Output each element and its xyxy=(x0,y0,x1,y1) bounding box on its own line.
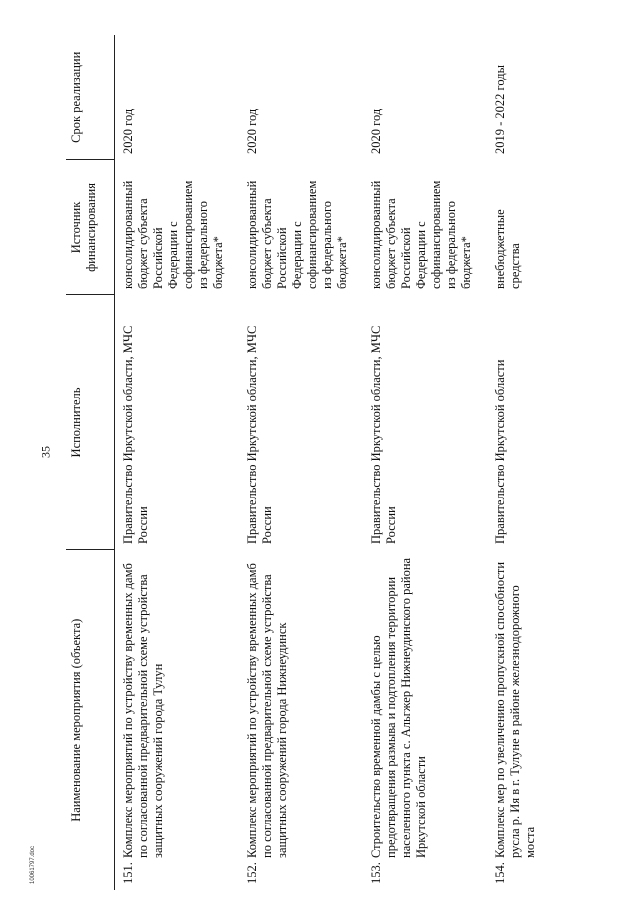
row-executor: Правительство Иркутской области, МЧС России xyxy=(369,325,398,544)
measures-table xyxy=(66,35,624,890)
header-period: Срок реализации xyxy=(66,35,115,160)
header-executor: Исполнитель xyxy=(66,295,115,550)
table-row xyxy=(115,35,240,890)
row-period: 2020 год xyxy=(369,108,383,154)
table-row xyxy=(487,35,624,890)
document-id: 10061797.doc xyxy=(30,845,36,885)
header-source: Источник финансирования xyxy=(66,160,115,295)
row-source: консолидированный бюджет субъекта Российской Федерации с софинансированием из федерального бюджета* xyxy=(369,180,473,289)
row-source: консолидированный бюджет субъекта Российской Федерации с софинансированием из федерального бюджета* xyxy=(121,180,225,289)
row-period: 2020 год xyxy=(245,108,259,154)
row-executor: Правительство Иркутской области, МЧС России xyxy=(121,325,150,544)
row-name: Комплекс мероприятий по устройству временных дамб по согласованной предварительной схеме устройства защитных сооружений города Нижнеудинск xyxy=(245,563,289,858)
measures-table-container xyxy=(66,35,624,890)
header-name: Наименование мероприятия (объекта) xyxy=(66,550,115,890)
row-executor: Правительство Иркутской области xyxy=(493,359,507,544)
row-source: внебюджетные средства xyxy=(493,209,522,289)
row-number: 153. xyxy=(369,862,383,884)
row-period: 2019 - 2022 годы xyxy=(493,64,507,154)
row-name: Строительство временной дамбы с целью предотвращения размыва и подтопления территории населенного пункта с. Альгжер Нижнеудинского района Иркутской области xyxy=(369,557,428,858)
row-number: 152. xyxy=(245,862,259,884)
row-source: консолидированный бюджет субъекта Российской Федерации с софинансированием из федерального бюджета* xyxy=(245,180,349,289)
row-period: 2020 год xyxy=(121,108,135,154)
table-header-row xyxy=(66,35,115,890)
table-row xyxy=(363,35,487,890)
row-number: 151. xyxy=(121,862,135,884)
table-row xyxy=(239,35,363,890)
row-number: 154. xyxy=(493,862,507,884)
page-number: 35 xyxy=(38,446,53,458)
row-executor: Правительство Иркутской области, МЧС России xyxy=(245,325,274,544)
row-name: Комплекс мер по увеличению пропускной способности русла р. Ия в г. Тулуне в районе железнодорожного моста xyxy=(493,561,537,858)
row-name: Комплекс мероприятий по устройству временных дамб по согласованной предварительной схеме устройства защитных сооружений города Тулун xyxy=(121,563,165,858)
